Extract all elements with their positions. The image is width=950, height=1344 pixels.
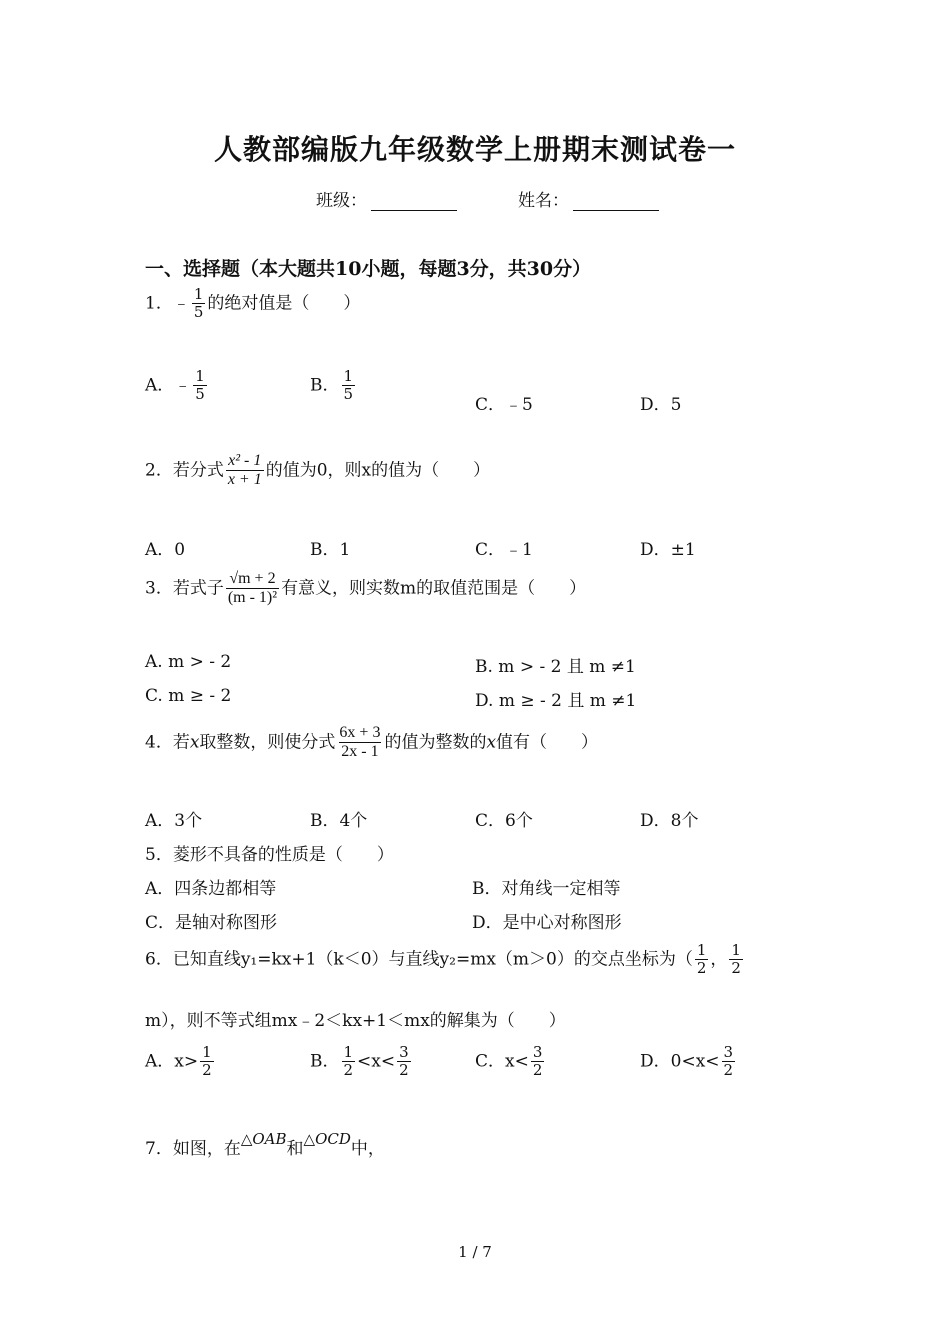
q6-c-fraction: $\frac{3}{2}$ xyxy=(532,1043,543,1080)
q6-fraction-2: $\frac{1}{2}$ xyxy=(731,941,741,978)
q3-fraction: $\frac{√m + 2}{\text{(m - 1)²}}$ xyxy=(227,570,278,607)
page-title: 人教部编版九年级数学上册期末测试卷一 xyxy=(213,133,736,166)
page-number: 1 / 7 xyxy=(458,1243,492,1261)
question-2 xyxy=(145,452,490,490)
q6-option-c: C．x< $\frac{3}{2}$ xyxy=(475,1043,543,1080)
q6-a-fraction: $\frac{1}{2}$ xyxy=(202,1043,212,1080)
q6-option-a: A．x> $\frac{1}{2}$ xyxy=(145,1043,212,1080)
q5-option-a: A．四条边都相等 xyxy=(145,879,277,899)
q2-text: 的值为0，则x的值为（ ） xyxy=(265,460,491,481)
q2-number: 2．若分式 xyxy=(145,460,224,481)
q3-number: 3．若式子 xyxy=(145,578,224,599)
question-6: 6．已知直线y₁=kx+1（k＜0）与直线y₂=mx（m＞0）的交点坐标为（ $\frac{1}{2}$ ， $\frac{1}{2}$ xyxy=(145,941,741,978)
q6-fraction-1: $\frac{1}{2}$ xyxy=(696,941,707,978)
q5-option-b: B．对角线一定相等 xyxy=(472,879,621,899)
class-blank xyxy=(371,192,457,211)
class-field xyxy=(316,186,457,211)
question-3 xyxy=(145,570,586,608)
q6-b-fraction-2: $\frac{3}{2}$ xyxy=(399,1043,409,1080)
q2-option-a: A．0 xyxy=(145,540,186,560)
q4-option-d: D．8个 xyxy=(640,811,699,831)
name-label: 姓名： xyxy=(518,191,569,211)
q7-triangle-ocd: △OCD xyxy=(303,1130,351,1148)
class-label: 班级： xyxy=(316,191,367,211)
q6-option-b: B． $\frac{1}{2}$ <x< $\frac{3}{2}$ xyxy=(310,1043,409,1080)
question-1 xyxy=(145,286,360,322)
q4-option-a: A．3个 xyxy=(145,811,203,831)
q5-option-c: C．是轴对称图形 xyxy=(145,913,278,933)
q1-option-b: B． $\frac{1}{5}$ xyxy=(310,367,354,404)
q3-option-c: C. m ≥ - 2 xyxy=(145,686,232,706)
q4-option-b: B．4个 xyxy=(310,811,368,831)
q2-option-b: B．1 xyxy=(310,540,351,560)
q3-option-d: D. m ≥ - 2 且 m ≠1 xyxy=(475,691,637,711)
q6-d-fraction: $\frac{3}{2}$ xyxy=(723,1043,734,1080)
question-5: 5．菱形不具备的性质是（ ） xyxy=(145,845,394,865)
q1-number: 1． xyxy=(145,293,173,314)
q2-fraction: $\frac{\text{x² - 1}}{x + 1}$ xyxy=(227,452,262,489)
q1-fraction: $\frac{1}{5}$ xyxy=(193,285,204,322)
q1-option-a: A．﹣ $\frac{1}{5}$ xyxy=(145,367,205,404)
q4-variable-x: x xyxy=(189,732,200,753)
question-4: 4．若x取整数，则使分式 $\frac{6x + 3}{2x - 1}$ 的值为整数的x值有（ ） xyxy=(145,724,599,761)
question-7: 7．如图，在△OAB和△OCD中， xyxy=(145,1130,385,1159)
question-6-line-2: m），则不等式组mx﹣2＜kx+1＜mx的解集为（ ） xyxy=(145,1011,566,1031)
q1-b-fraction: $\frac{1}{5}$ xyxy=(343,367,354,404)
q7-triangle-oab: △OAB xyxy=(240,1130,287,1148)
name-blank xyxy=(573,192,659,211)
q6-b-fraction-1: $\frac{1}{2}$ xyxy=(343,1043,354,1080)
q3-option-b: B. m > - 2 且 m ≠1 xyxy=(475,657,636,677)
q3-option-a: A. m > - 2 xyxy=(145,652,232,672)
q5-option-d: D．是中心对称图形 xyxy=(472,913,622,933)
q2-option-d: D．±1 xyxy=(640,540,696,560)
q4-option-c: C．6个 xyxy=(475,811,533,831)
q1-option-d: D．5 xyxy=(640,395,682,415)
q6-option-d: D．0<x< $\frac{3}{2}$ xyxy=(640,1043,734,1080)
q1-text: 的绝对值是（ ） xyxy=(207,293,361,314)
q4-fraction: $\frac{6x + 3}{2x - 1}$ xyxy=(339,724,381,761)
q1-a-fraction: $\frac{1}{5}$ xyxy=(195,367,205,404)
q3-text: 有意义，则实数m的取值范围是（ ） xyxy=(281,578,587,599)
name-field xyxy=(518,186,659,211)
q1-option-c: C．﹣5 xyxy=(475,395,533,415)
q2-option-c: C．﹣1 xyxy=(475,540,533,560)
q1-minus: ﹣ xyxy=(172,293,190,314)
section-heading: 一、选择题（本大题共10小题，每题3分，共30分） xyxy=(145,258,592,280)
